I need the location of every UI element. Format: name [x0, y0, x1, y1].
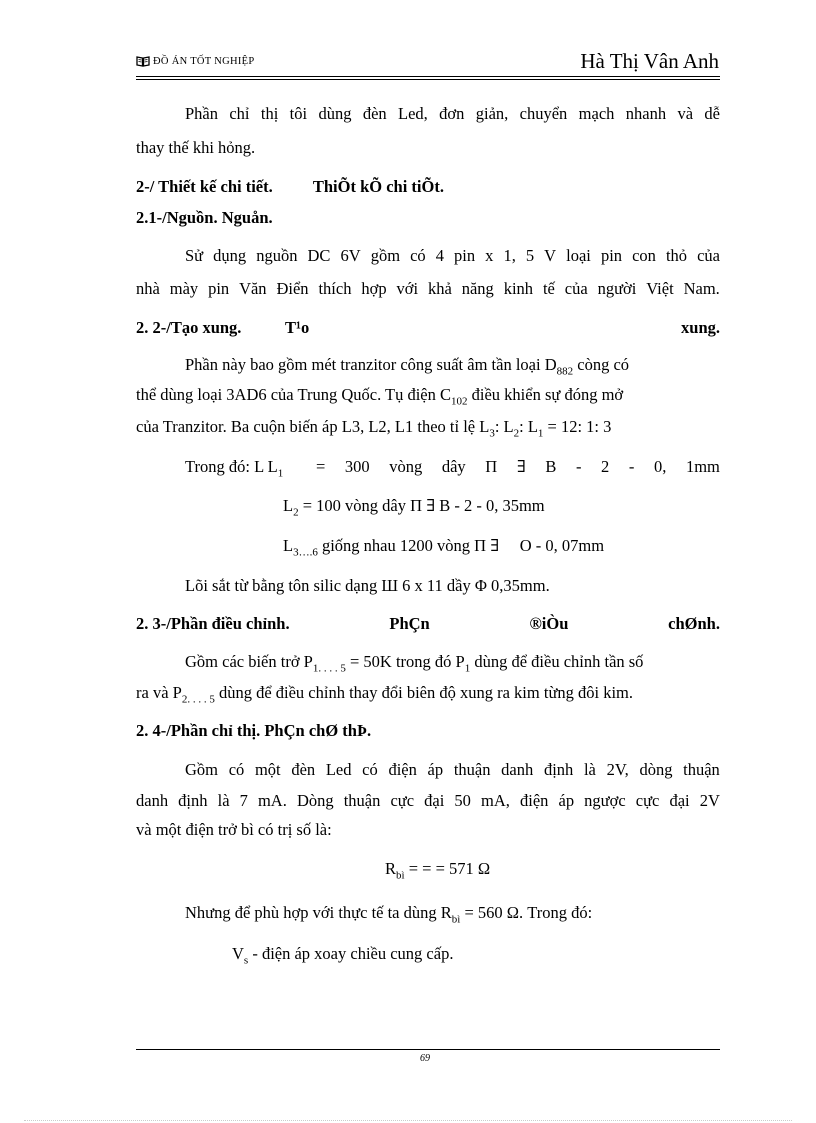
word: định	[178, 791, 208, 810]
word: =	[316, 457, 326, 476]
subscript: 1	[464, 662, 471, 675]
subscript: 2. . . . 5	[181, 693, 215, 706]
text: Gồm các biến trở P	[185, 652, 313, 671]
word: đơn	[439, 104, 465, 123]
para5-line3: và một điện trở bì có trị số là:	[136, 820, 332, 839]
subscript: 882	[556, 365, 574, 378]
word: PhÇn	[389, 614, 430, 633]
core-spec: Lõi sắt từ bằng tôn silic dạng Ш 6 x 11 dầy Φ 0,35mm.	[185, 576, 550, 595]
para4-line2	[136, 683, 634, 706]
word: gồm	[370, 246, 401, 265]
heading-2	[136, 177, 444, 197]
heading-2-1: 2.1-/Nguồn. Nguån.	[136, 208, 273, 227]
word: là	[583, 760, 596, 779]
subscript: 3….6	[293, 546, 318, 559]
word: định	[543, 760, 574, 779]
para3-line3	[136, 417, 612, 440]
text: dùng để điều chỉnh thay đổi biên độ xung ra kim từng đôi kim.	[214, 683, 634, 702]
word: có	[228, 760, 245, 779]
word: 7	[239, 791, 248, 810]
text: - điện áp xoay chiều cung cấp.	[248, 944, 454, 963]
word: vòng	[389, 457, 423, 476]
header-author: Hà Thị Vân Anh	[580, 49, 719, 73]
text: : L	[519, 417, 538, 436]
vs-definition	[232, 944, 454, 967]
word: Văn	[239, 279, 267, 298]
word: dây	[441, 457, 466, 476]
page-edge-dots	[24, 1120, 792, 1121]
word: 0,	[653, 457, 667, 476]
word: pin	[208, 279, 230, 298]
word: x	[485, 246, 494, 265]
word: 4	[435, 246, 444, 265]
word: Nam.	[683, 279, 720, 298]
page-number: 69	[420, 1053, 430, 1064]
heading-2-2-garbled: T¹o	[285, 318, 310, 337]
word: ngược	[584, 791, 626, 810]
word: của	[564, 279, 588, 298]
word: chuyển	[519, 104, 568, 123]
word: kinh	[503, 279, 534, 298]
text: thể dùng loại 3AD6 của Trung Quốc. Tụ điện C	[136, 385, 452, 404]
word: người	[597, 279, 637, 298]
subscript: 102	[451, 395, 468, 408]
word: thích	[318, 279, 352, 298]
text: L	[283, 536, 294, 555]
word: -	[575, 457, 582, 476]
word: dòng	[639, 760, 673, 779]
word: danh	[136, 791, 169, 810]
word: DC	[307, 246, 331, 265]
text: Trong đó: L L	[185, 457, 278, 476]
word: Việt	[646, 279, 674, 298]
word: 1mm	[685, 457, 720, 476]
word: Sử	[185, 246, 204, 265]
word: dụng	[213, 246, 247, 265]
subscript: 2	[513, 427, 520, 440]
para5-line1	[185, 760, 720, 780]
word: Dòng	[296, 791, 334, 810]
subscript: 1. . . . 5	[312, 662, 346, 675]
word: 2V,	[606, 760, 629, 779]
heading-2-2: 2. 2-/Tạo xung.	[136, 318, 242, 337]
word: B	[545, 457, 557, 476]
word: điện	[388, 760, 417, 779]
heading-2-3	[136, 614, 720, 634]
word: Điển	[276, 279, 309, 298]
coil-l1-spec	[316, 457, 720, 477]
word: và	[677, 104, 694, 123]
open-book-icon	[136, 55, 150, 67]
word: Phần	[185, 104, 218, 123]
formula-rbi	[385, 859, 491, 882]
text: = 100 vòng dây Π ∃ B - 2 - 0, 35mm	[298, 496, 545, 515]
word: năng	[461, 279, 494, 298]
text: dùng để điều chỉnh tần số	[470, 652, 644, 671]
word: 2V	[699, 791, 720, 810]
coil-l2	[283, 496, 545, 519]
word: chỉ	[229, 104, 250, 123]
word: ®iÒu	[529, 614, 569, 633]
word: có	[410, 246, 426, 265]
subscript: 2	[293, 506, 299, 519]
text: = 12: 1: 3	[543, 417, 612, 436]
header-rule	[136, 76, 720, 77]
word: tế	[542, 279, 555, 298]
word: 50	[454, 791, 471, 810]
word: cực	[635, 791, 660, 810]
word: giản,	[475, 104, 509, 123]
header-left	[136, 55, 255, 67]
subscript: s	[243, 954, 249, 967]
word: là	[217, 791, 230, 810]
word: thỏ	[665, 246, 688, 265]
text: còng có	[573, 355, 630, 374]
text: V	[232, 944, 244, 963]
text: = = = 571 Ω	[404, 859, 491, 878]
word: 1,	[503, 246, 516, 265]
word: của	[697, 246, 720, 265]
word: nhà	[136, 279, 160, 298]
word: pin	[454, 246, 476, 265]
word: mA.	[257, 791, 287, 810]
word: 6V	[340, 246, 361, 265]
para6	[185, 903, 593, 926]
word: đèn	[362, 104, 387, 123]
word: áp	[427, 760, 444, 779]
text: R	[385, 859, 397, 878]
para4-line1	[185, 652, 644, 675]
word: chØnh.	[668, 614, 720, 633]
word: thuận	[683, 760, 720, 779]
word: Led	[325, 760, 352, 779]
word: đại	[424, 791, 445, 810]
word: mạch	[578, 104, 615, 123]
text: : L	[494, 417, 514, 436]
word: loại	[566, 246, 591, 265]
word: Π	[485, 457, 498, 476]
text: giống nhau 1200 vòng Π ∃ O - 0, 07mm	[317, 536, 605, 555]
word: thị	[260, 104, 279, 123]
para1-line2: thay thế khi hỏng.	[136, 138, 256, 157]
word: khả	[427, 279, 452, 298]
subscript: 1	[277, 467, 284, 480]
subscript: 1	[537, 427, 544, 440]
para5-line2	[136, 791, 720, 811]
word: Led,	[398, 104, 428, 123]
text: = 50K trong đó P	[345, 652, 465, 671]
word: mày	[169, 279, 199, 298]
word: thuận	[343, 791, 381, 810]
subscript: bì	[396, 869, 405, 882]
coil-l3	[283, 536, 605, 559]
para3-line2	[136, 385, 624, 408]
para2-line2	[136, 279, 720, 299]
text: ra và P	[136, 683, 182, 702]
word: 2. 3-/Phần điều chỉnh.	[136, 614, 290, 633]
word: một	[254, 760, 281, 779]
word: áp	[558, 791, 575, 810]
text: Nhưng để phù hợp với thực tế ta dùng R	[185, 903, 452, 922]
header-title: ĐỒ ÁN TỐT NGHIỆP	[153, 55, 255, 67]
word: -	[628, 457, 635, 476]
text: = 560 Ω. Trong đó:	[460, 903, 593, 922]
word: pin	[600, 246, 623, 265]
word: với	[396, 279, 419, 298]
word: danh	[501, 760, 534, 779]
header-rule-thin	[136, 79, 720, 80]
word: tôi	[289, 104, 308, 123]
word: điện	[519, 791, 549, 810]
heading-2-4: 2. 4-/Phần chỉ thị. PhÇn chØ thÞ.	[136, 721, 372, 740]
para2-line1	[185, 246, 720, 266]
heading-2-garbled: ThiÕt kÕ chi tiÕt.	[312, 177, 444, 196]
subscript: bì	[451, 913, 461, 926]
para1-line1	[185, 104, 720, 124]
text: điều khiển sự đóng mở	[467, 385, 624, 404]
word: nhanh	[625, 104, 667, 123]
word: Gồm	[185, 760, 218, 779]
heading-2-2-end: xung.	[681, 318, 720, 337]
para3-line1	[185, 355, 630, 378]
text: Phần này bao gồm mét tranzitor công suất âm tần loại D	[185, 355, 557, 374]
word: dùng	[318, 104, 352, 123]
word: V	[544, 246, 557, 265]
word: có	[362, 760, 378, 779]
subscript: 3	[489, 427, 495, 440]
heading-2-text: 2-/ Thiết kế chi tiết.	[136, 177, 273, 196]
word: 5	[525, 246, 535, 265]
word: hợp	[361, 279, 387, 298]
text: của Tranzitor. Ba cuộn biến áp L3, L2, L1 theo tỉ lệ L	[136, 417, 490, 436]
coil-l1-label	[185, 457, 284, 480]
word: đèn	[291, 760, 316, 779]
word: ∃	[516, 457, 526, 476]
word: con	[632, 246, 656, 265]
text: L	[283, 496, 294, 515]
word: mA,	[481, 791, 510, 810]
word: 300	[344, 457, 370, 476]
footer-rule	[136, 1049, 720, 1050]
word: 2	[601, 457, 610, 476]
word: thuận	[453, 760, 491, 779]
word: dễ	[704, 104, 720, 123]
word: cực	[390, 791, 415, 810]
word: đại	[669, 791, 690, 810]
word: nguồn	[256, 246, 298, 265]
